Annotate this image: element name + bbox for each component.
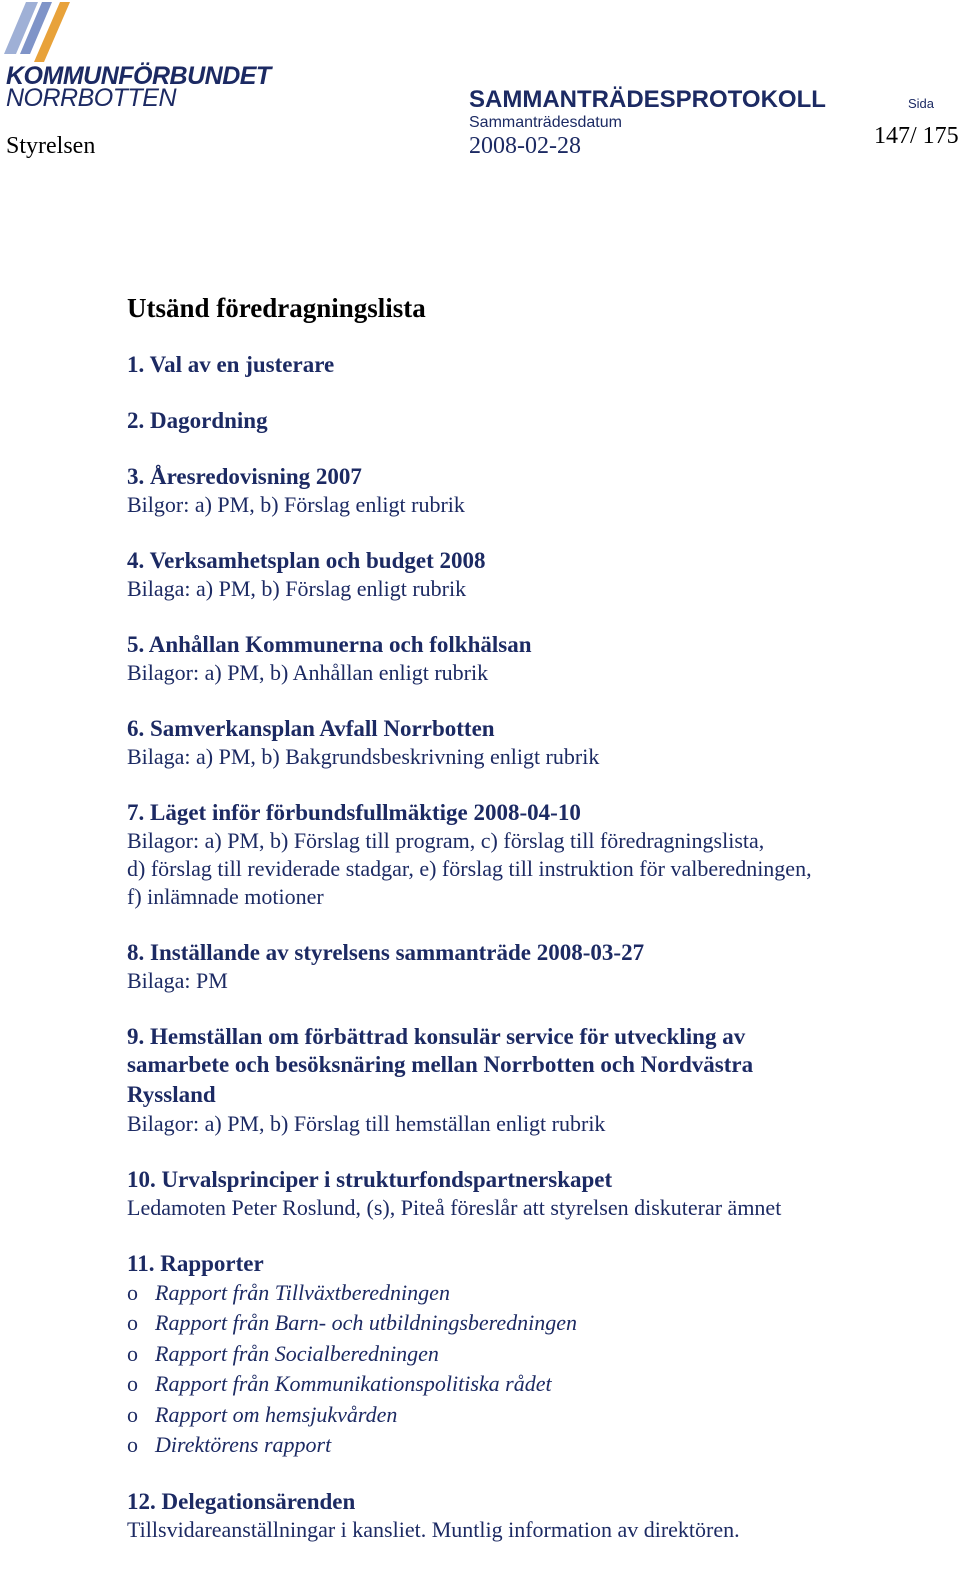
meeting-date-label: Sammanträdesdatum [469,114,622,131]
list-item [127,1339,947,1369]
agenda-item-note: Tillsvidareanställningar i kansliet. Muntlig information av direktören. [127,1517,740,1543]
agenda-item-4 [127,547,947,603]
agenda-item-5 [127,631,947,687]
report-list [127,1278,947,1460]
bullet-marker: o [127,1280,138,1305]
logo-mark-icon [4,2,74,62]
logo-text-line1: KOMMUNFÖRBUNDET [6,62,271,90]
agenda-item-2 [127,407,947,435]
agenda-item-title: 11. Rapporter [127,1251,264,1276]
report-title: Rapport om hemsjukvården [155,1401,398,1427]
agenda-item-title: 5. Anhållan Kommunerna och folkhälsan [127,632,532,657]
agenda-item-9 [127,1023,947,1138]
bullet-marker: o [127,1401,138,1427]
agenda-item-3 [127,463,947,519]
list-item [127,1278,947,1308]
agenda-item-attachments: Bilaga: PM [127,968,228,993]
agenda-item-attachments: f) inlämnade motioner [127,884,324,909]
agenda-item-title: 12. Delegationsärenden [127,1489,356,1515]
agenda-item-title: 10. Urvalsprinciper i strukturfondspartnerskapet [127,1167,613,1192]
page-number: 147/ 175 [874,123,959,149]
agenda-item-6 [127,715,947,771]
bullet-marker: o [127,1340,138,1366]
list-item [127,1400,947,1430]
organization-logo [4,2,271,112]
list-item [127,1430,947,1460]
agenda-item-attachments: Bilaga: a) PM, b) Förslag enligt rubrik [127,576,467,601]
agenda-item-note: Ledamoten Peter Roslund, (s), Piteå föreslår att styrelsen diskuterar ämnet [127,1195,782,1220]
bullet-marker: o [127,1371,138,1397]
agenda-item-title: 6. Samverkansplan Avfall Norrbotten [127,716,495,741]
agenda [127,290,947,1572]
agenda-item-12 [127,1488,947,1544]
report-title: Rapport från Barn- och utbildningsberedningen [155,1310,578,1336]
bullet-marker: o [127,1310,138,1336]
agenda-item-attachments: Bilagor: a) PM, b) Förslag till hemställan enligt rubrik [127,1111,606,1136]
agenda-item-1 [127,351,947,379]
agenda-item-attachments: Bilagor: a) PM, b) Förslag till program, c) förslag till föredragningslista, [127,828,765,853]
report-title: Rapport från Tillväxtberedningen [155,1280,450,1305]
agenda-item-title: 8. Inställande av styrelsens sammanträde 2008-03-27 [127,940,645,965]
agenda-item-title: 1. Val av en justerare [127,352,335,377]
agenda-item-attachments: Bilaga: a) PM, b) Bakgrundsbeskrivning enligt rubrik [127,744,600,769]
document-title: SAMMANTRÄDESPROTOKOLL [469,86,826,113]
agenda-item-title: 2. Dagordning [127,408,268,433]
agenda-item-title: Ryssland [127,1082,216,1107]
agenda-item-7 [127,799,947,911]
agenda-item-title: 9. Hemställan om förbättrad konsulär service för utveckling av [127,1024,746,1049]
agenda-item-title: 7. Läget inför förbundsfullmäktige 2008-04-10 [127,800,581,825]
agenda-item-10 [127,1166,947,1222]
department-name: Styrelsen [6,133,96,159]
agenda-heading: Utsänd föredragningslista [127,293,426,323]
list-item [127,1369,947,1399]
agenda-item-title: samarbete och besöksnäring mellan Norrbotten och Nordvästra [127,1052,754,1077]
agenda-item-attachments: Bilagor: a) PM, b) Anhållan enligt rubrik [127,660,489,685]
report-title: Direktörens rapport [155,1432,332,1458]
bullet-marker: o [127,1432,138,1458]
agenda-item-attachments: Bilgor: a) PM, b) Förslag enligt rubrik [127,492,465,517]
agenda-item-8 [127,939,947,995]
agenda-item-title: 4. Verksamhetsplan och budget 2008 [127,548,486,573]
page-label: Sida [908,96,935,111]
meeting-date: 2008-02-28 [469,133,581,159]
list-item [127,1308,947,1338]
logo-text-line2: NORRBOTTEN [6,84,176,112]
report-title: Rapport från Kommunikationspolitiska rådet [155,1371,552,1397]
report-title: Rapport från Socialberedningen [155,1340,439,1366]
agenda-item-title: 3. Åresredovisning 2007 [127,464,362,489]
agenda-item-attachments: d) förslag till reviderade stadgar, e) förslag till instruktion för valberedningen, [127,856,812,881]
agenda-item-11 [127,1250,947,1460]
